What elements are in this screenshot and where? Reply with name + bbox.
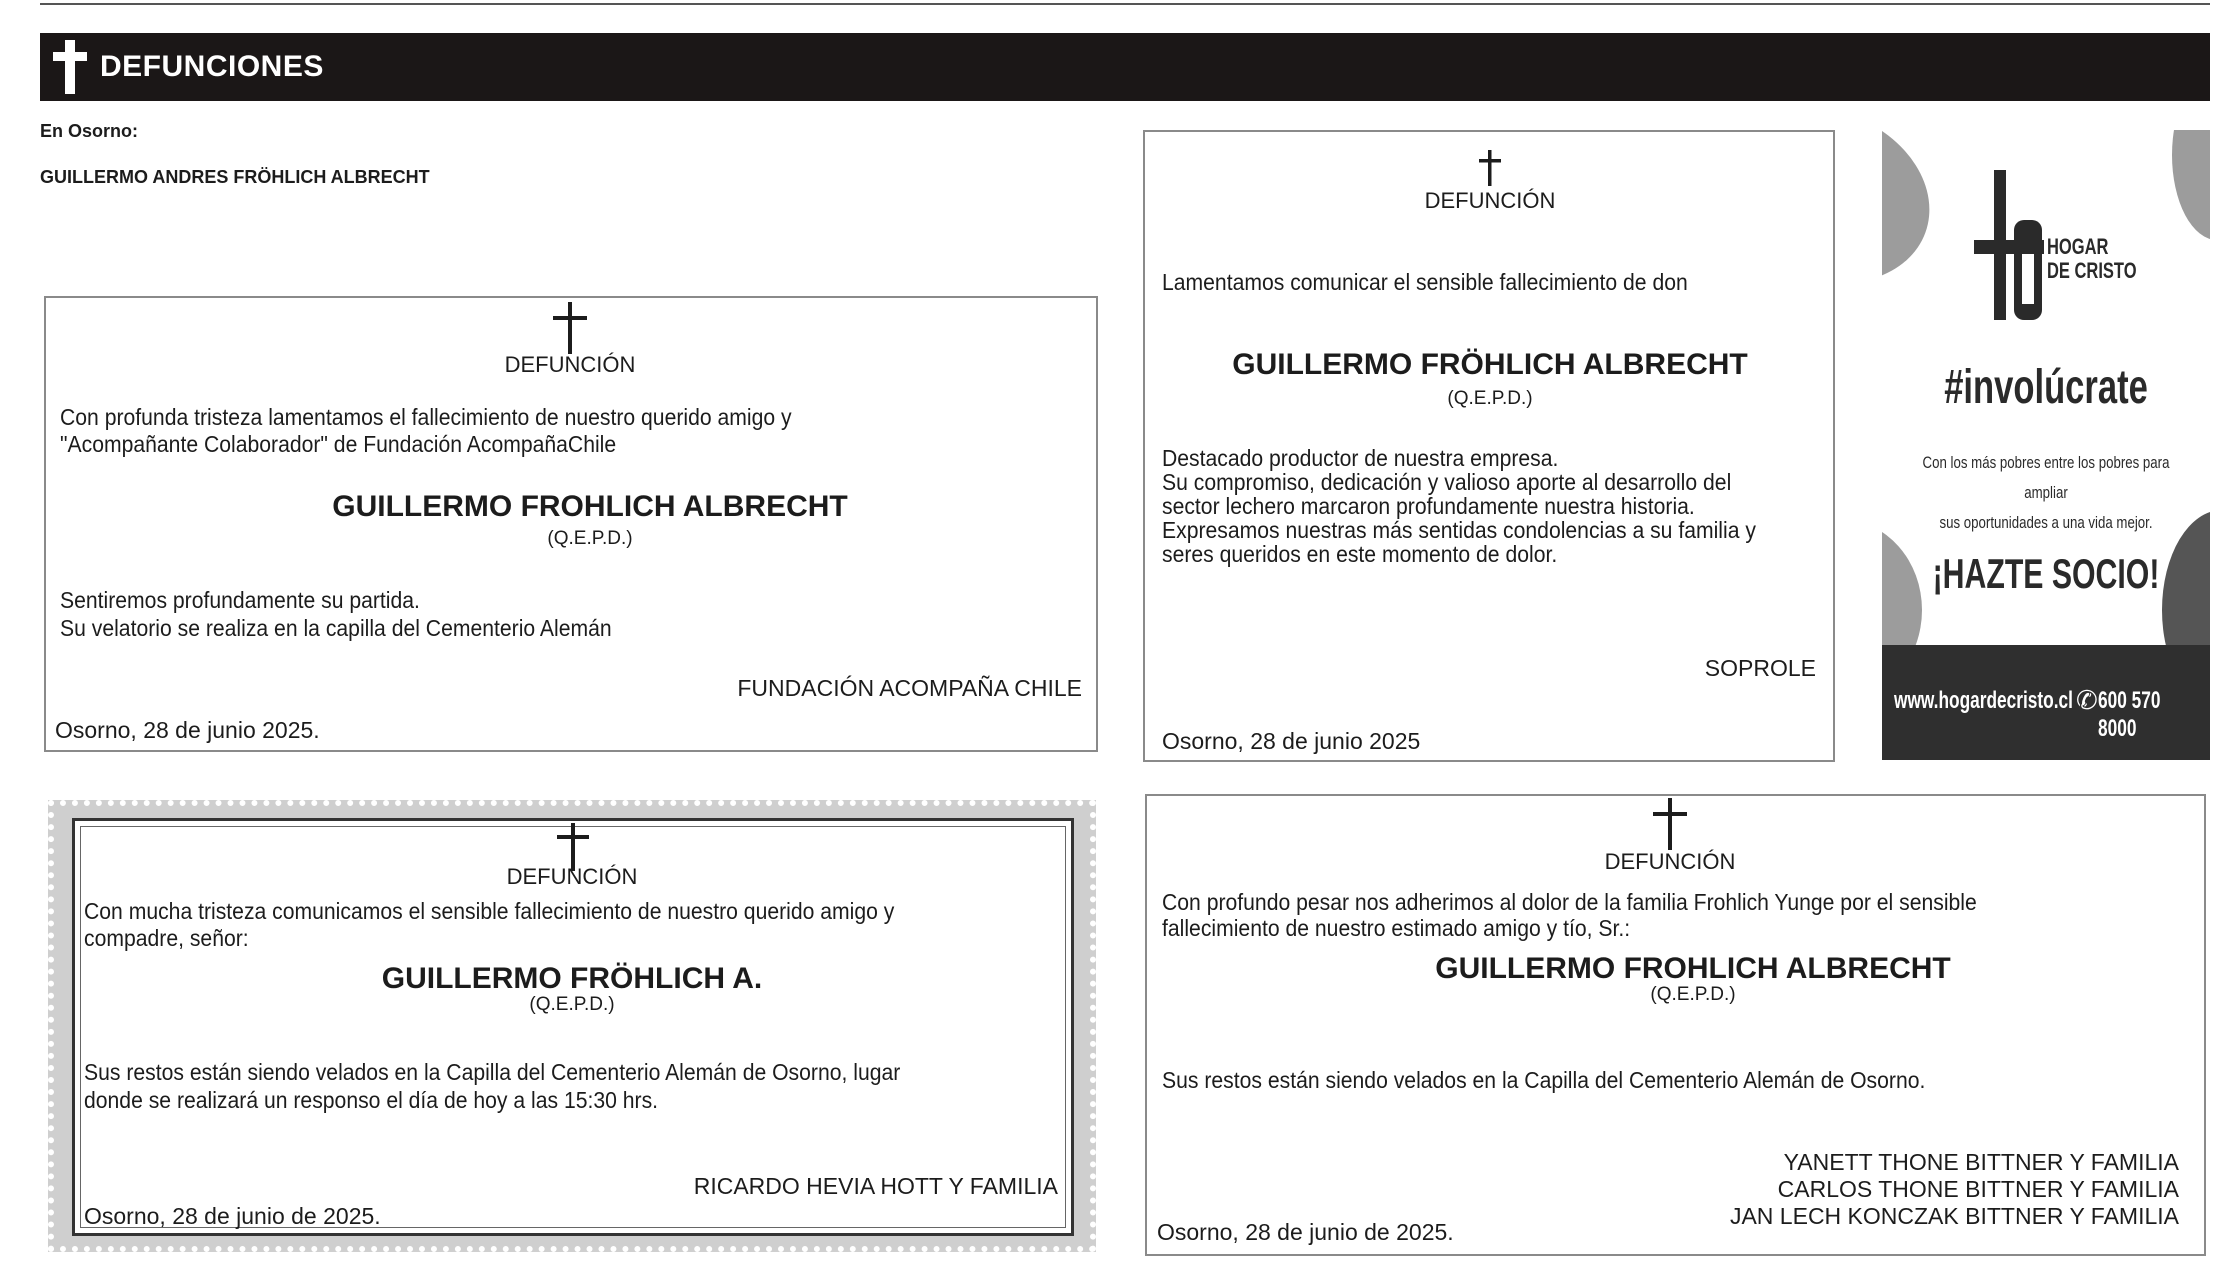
deceased-listing: GUILLERMO ANDRES FRÖHLICH ALBRECHT xyxy=(40,167,430,187)
notice-intro: "Acompañante Colaborador" de Fundación AcompañaChile xyxy=(60,431,617,457)
notice-signature: SOPROLE xyxy=(1704,655,1816,681)
hogar-de-cristo-ad[interactable] xyxy=(1882,130,2210,760)
phone-icon: ✆ xyxy=(2076,685,2098,715)
notice-body: Destacado productor de nuestra empresa. xyxy=(1162,445,1559,471)
notice-body: Sus restos están siendo velados en la Capilla del Cementerio Alemán de Osorno, lugar xyxy=(84,1059,901,1085)
notice-heading: DEFUNCIÓN xyxy=(1424,188,1556,213)
decorative-hand-shape xyxy=(1882,130,1954,312)
notice-body: Expresamos nuestras más sentidas condolencias a su familia y xyxy=(1162,517,1756,543)
notice-body: Su compromiso, dedicación y valioso aporte al desarrollo del xyxy=(1162,469,1732,495)
location-label: En Osorno: xyxy=(40,121,138,141)
ad-org-line: HOGAR xyxy=(2047,234,2109,259)
notice-date: Osorno, 28 de junio 2025 xyxy=(1162,728,1421,754)
top-rule xyxy=(40,3,2210,5)
decorative-hand-shape xyxy=(2172,130,2210,240)
deceased-name: GUILLERMO FROHLICH ALBRECHT xyxy=(332,490,848,523)
notice-signature: CARLOS THONE BITTNER Y FAMILIA xyxy=(1777,1176,2179,1202)
notice-intro: Con profunda tristeza lamentamos el fallecimiento de nuestro querido amigo y xyxy=(60,404,792,430)
notice-date: Osorno, 28 de junio de 2025. xyxy=(84,1203,381,1229)
notice-body: sector lechero marcaron profundamente nuestra historia. xyxy=(1162,493,1695,519)
deceased-name: GUILLERMO FROHLICH ALBRECHT xyxy=(1435,952,1951,985)
notice-heading: DEFUNCIÓN xyxy=(1604,849,1736,874)
notice-intro: fallecimiento de nuestro estimado amigo y tío, Sr.: xyxy=(1162,915,1631,941)
qepd: (Q.E.P.D.) xyxy=(529,994,615,1015)
notice-body: donde se realizará un responso el día de hoy a las 15:30 hrs. xyxy=(84,1087,659,1113)
notice-body: seres queridos en este momento de dolor. xyxy=(1162,541,1558,567)
deceased-name: GUILLERMO FRÖHLICH ALBRECHT xyxy=(1232,348,1748,381)
cross-icon xyxy=(1651,798,1689,855)
notice-signature: FUNDACIÓN ACOMPAÑA CHILE xyxy=(737,675,1082,701)
notice-intro: Con mucha tristeza comunicamos el sensible fallecimiento de nuestro querido amigo y xyxy=(84,898,895,924)
ad-subtitle: Con los más pobres entre los pobres para ampliar sus oportunidades a una vida mejor. xyxy=(1922,453,2170,532)
ad-org-line: DE CRISTO xyxy=(2047,258,2137,283)
notice-intro: compadre, señor: xyxy=(84,925,249,951)
ad-website-link[interactable]: www.hogardecristo.cl xyxy=(1894,687,2073,714)
ad-hashtag: #involúcrate xyxy=(1944,361,2148,414)
qepd: (Q.E.P.D.) xyxy=(547,528,633,549)
notice-intro: Lamentamos comunicar el sensible fallecimiento de don xyxy=(1162,269,1688,295)
ad-contact-strip xyxy=(1882,645,2210,760)
cross-icon xyxy=(551,302,589,359)
notice-signature: RICARDO HEVIA HOTT Y FAMILIA xyxy=(693,1173,1058,1199)
notice-heading: DEFUNCIÓN xyxy=(504,352,636,377)
notice-date: Osorno, 28 de junio de 2025. xyxy=(1157,1219,1454,1245)
notice-body: Sus restos están siendo velados en la Capilla del Cementerio Alemán de Osorno. xyxy=(1162,1067,1926,1093)
hogar-de-cristo-logo-icon xyxy=(1974,170,2044,325)
qepd: (Q.E.P.D.) xyxy=(1447,388,1533,409)
qepd: (Q.E.P.D.) xyxy=(1650,984,1736,1005)
notice-heading: DEFUNCIÓN xyxy=(506,864,638,889)
section-title: DEFUNCIONES xyxy=(100,50,324,83)
notice-date: Osorno, 28 de junio 2025. xyxy=(55,717,320,743)
notice-intro: Con profundo pesar nos adherimos al dolor de la familia Frohlich Yunge por el sensible xyxy=(1162,889,1977,915)
notice-signature: YANETT THONE BITTNER Y FAMILIA xyxy=(1783,1149,2179,1175)
cross-icon xyxy=(50,38,90,96)
cross-icon xyxy=(1477,150,1503,191)
notice-body: Su velatorio se realiza en la capilla del Cementerio Alemán xyxy=(60,615,612,641)
ad-cta[interactable]: ¡HAZTE SOCIO! xyxy=(1932,550,2160,597)
ad-phone[interactable]: 600 570 8000 xyxy=(2098,687,2161,742)
notice-body: Sentiremos profundamente su partida. xyxy=(60,587,420,613)
notice-signature: JAN LECH KONCZAK BITTNER Y FAMILIA xyxy=(1729,1203,2179,1229)
deceased-name: GUILLERMO FRÖHLICH A. xyxy=(381,962,763,995)
section-header xyxy=(40,33,2210,101)
ad-org-name xyxy=(2047,235,2137,283)
